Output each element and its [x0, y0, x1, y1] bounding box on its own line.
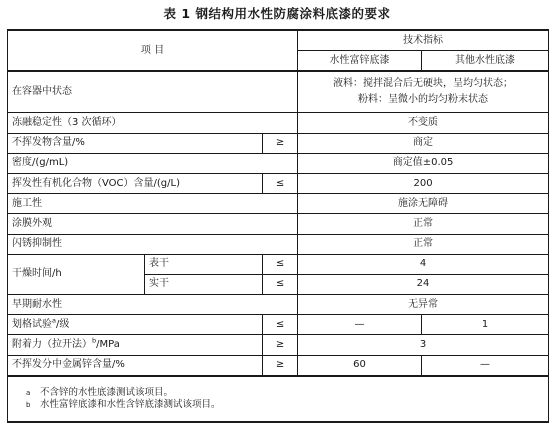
table-row: [8, 113, 549, 133]
requirements-table: [7, 29, 549, 423]
footnote-marker: b: [26, 400, 31, 409]
row-value-zinc: 60: [298, 355, 422, 376]
table-row: [8, 133, 549, 153]
table-row: [8, 214, 549, 234]
state-value-line-1: 液料：搅拌混合后无硬块，呈均匀状态；: [333, 78, 514, 90]
row-value: 正常: [298, 234, 549, 254]
row-value: 200: [298, 173, 549, 193]
table-row: [8, 153, 549, 173]
header-other: 其他水性底漆: [422, 51, 549, 72]
row-operator: ≥: [263, 335, 298, 355]
footnote-text: 水性富锌底漆和水性含锌底漆测试该项目。: [40, 398, 221, 410]
table-row: [8, 254, 549, 274]
row-label: [8, 335, 263, 355]
footnote-marker: a: [26, 388, 31, 397]
scratch-label-unit: /级: [55, 318, 70, 330]
row-value: 正常: [298, 214, 549, 234]
table-row: [8, 315, 549, 335]
row-value: 不变质: [298, 113, 549, 133]
row-operator: ≤: [263, 254, 298, 274]
row-operator: ≤: [263, 173, 298, 193]
footnote-marker: b: [92, 336, 97, 345]
row-label: 施工性: [8, 194, 298, 214]
row-label: 干燥时间/h: [8, 254, 145, 294]
row-label: [8, 315, 263, 335]
row-value: 无异常: [298, 295, 549, 315]
row-label: 不挥发分中金属锌含量/%: [8, 355, 263, 376]
table-row: [8, 295, 549, 315]
row-value-other: —: [422, 355, 549, 376]
table-row: [8, 71, 549, 113]
table-header-row: [8, 30, 549, 51]
row-value: 4: [298, 254, 549, 274]
footnote-text: 不含锌的水性底漆测试该项目。: [40, 386, 174, 398]
table-row: [8, 234, 549, 254]
row-label: 在容器中状态: [8, 71, 298, 113]
row-label: 挥发性有机化合物（VOC）含量/(g/L): [8, 173, 263, 193]
row-value: 3: [298, 335, 549, 355]
table-title: 表 1 钢结构用水性防腐涂料底漆的要求: [163, 6, 391, 21]
row-operator: ≥: [263, 133, 298, 153]
row-value: [298, 71, 549, 113]
row-label: 冻融稳定性（3 次循环）: [8, 113, 298, 133]
row-label: 不挥发物含量/%: [8, 133, 263, 153]
state-value-line-2: 粉料：呈微小的均匀粉末状态: [358, 94, 489, 106]
scratch-label-text: 划格试验: [12, 318, 52, 330]
header-zinc-rich: 水性富锌底漆: [298, 51, 422, 72]
row-label: 涂膜外观: [8, 214, 298, 234]
footnote-marker: a: [52, 316, 56, 325]
row-operator: ≥: [263, 355, 298, 376]
row-operator: ≤: [263, 315, 298, 335]
table-row: [8, 355, 549, 376]
header-tech-index: 技术指标: [298, 30, 549, 51]
table-row: [8, 173, 549, 193]
table-row: [8, 194, 549, 214]
row-value: 商定值±0.05: [298, 153, 549, 173]
adhesion-label-unit: /MPa: [96, 339, 120, 351]
table-notes: [8, 376, 549, 422]
adhesion-label-text: 附着力（拉开法）: [12, 339, 92, 351]
header-item: 项 目: [8, 30, 298, 71]
footnote-b: [26, 399, 544, 411]
drying-hard-label: 实干: [145, 274, 263, 294]
row-label: 闪锈抑制性: [8, 234, 298, 254]
row-label: 密度/(g/mL): [8, 153, 298, 173]
row-value-zinc: —: [298, 315, 422, 335]
row-label: 早期耐水性: [8, 295, 298, 315]
footnote-a: [26, 387, 544, 399]
row-value: 商定: [298, 133, 549, 153]
table-row: [8, 335, 549, 355]
row-operator: ≤: [263, 274, 298, 294]
row-value: 施涂无障碍: [298, 194, 549, 214]
table-notes-row: [8, 376, 549, 422]
drying-surface-label: 表干: [145, 254, 263, 274]
row-value-other: 1: [422, 315, 549, 335]
row-value: 24: [298, 274, 549, 294]
